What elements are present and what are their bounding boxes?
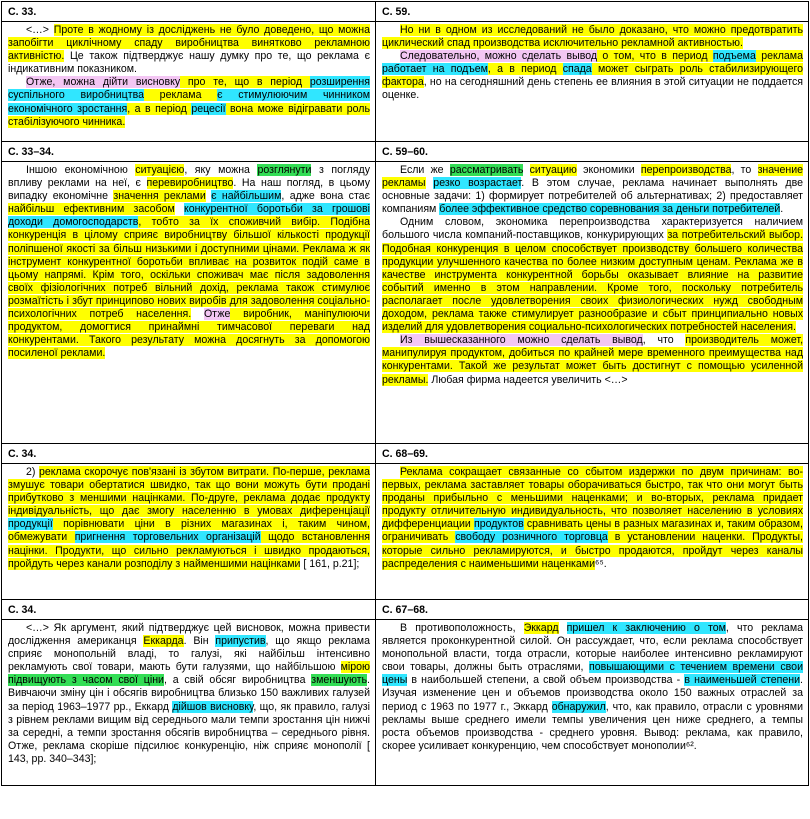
text-row — [2, 162, 809, 444]
highlighted-text: може відігравати роль стабілізуючого чинника. — [8, 102, 370, 128]
comparison-table — [1, 1, 809, 786]
highlighted-text: работает на подъем — [382, 63, 488, 76]
text-segment: . На наш погляд, в цьому випадку економічне — [8, 177, 370, 203]
paragraph — [382, 622, 803, 753]
highlighted-text: значение рекламы — [382, 164, 803, 190]
highlighted-text: производитель может, манипулируя продуктом, добиться по крайней мере временного преимущества над конкурентами. Такой же результат может быть достигнут с помощью усиленной рекламы. — [382, 334, 804, 386]
text-segment — [191, 308, 204, 320]
highlighted-text: Отже — [203, 308, 231, 321]
text-segment: [ 161, p.21]; — [300, 557, 360, 570]
ukrainian-text-cell — [2, 620, 376, 786]
text-segment: , то — [731, 164, 758, 176]
highlighted-text: припустив — [215, 635, 266, 648]
highlighted-text: зменшують — [311, 674, 368, 687]
highlighted-text: пригнення торговельних організацій — [74, 531, 261, 544]
highlighted-text: в установлении наценки. Продукты, которые сильно рекламируются, и быстро продаются, пройдут через каналы распределения с наименьшими наценками — [382, 531, 803, 570]
russian-text-cell — [376, 464, 809, 600]
highlighted-text: , а в період — [127, 102, 192, 115]
right-page-ref: С. 68–69. — [376, 444, 809, 464]
highlighted-text: реклама скорочує пов'язані із збутом витрати. По-перше, реклама змушує товари обертатися швидко, так що вони можуть бути продані прибутково з меншими націнками. По-друге, реклама додає продукту індивідуальність, що дає змогу населенню в умовах диференціації — [8, 466, 370, 518]
paragraph — [8, 76, 370, 128]
highlighted-text: перевиробництво — [146, 177, 234, 190]
highlighted-text: виробник, маніпулюючи продуктом, домогтися принаймні тимчасової переваги над конкурентами. Такого результату можна досягнуть за допомогою посиленої реклами. — [8, 308, 370, 360]
text-segment: , что, как правило, отрасли с уровнями рекламы выше среднего имели темпы увеличения цен ниже среднего, а темпы роста объемов производства - среднего уровня. Вывод: реклама, как правило, скорее усиливает конкуренцию, чем способствует монополии — [382, 700, 803, 752]
text-segment: , що, як правило, галузі з рівнем реклами вищим від середнього мали темпи зростання цін нижчі за середні, а темпи зростання обсягів виробництва – середнього рівня. Отже, реклама скоріше підсилює конкуренцію, ніж сприяє монополії — [8, 700, 370, 752]
text-segment: , что — [642, 334, 686, 347]
paragraph — [382, 466, 803, 571]
highlighted-text: Реклама сокращает связанные со сбытом издержки — [400, 466, 676, 478]
highlighted-text: Из вышесказанного можно сделать вывод — [400, 334, 643, 347]
text-segment: , що якщо реклама сприяє монопольній владі, то галузі, які найбільш інтенсивно рекламують свої товари, мають бути галузями, що найбільшою — [8, 635, 370, 674]
highlighted-text: Эккард — [523, 622, 559, 634]
highlighted-text: подъема — [712, 50, 756, 63]
text-segment: , адже вона стає — [281, 190, 370, 203]
paragraph — [382, 24, 803, 50]
highlighted-text: о том, что в период — [597, 50, 713, 63]
paragraph — [8, 622, 370, 766]
right-page-ref: С. 59. — [376, 2, 809, 22]
highlighted-text: резко возрастает — [433, 177, 522, 190]
text-segment: экономики — [576, 164, 641, 176]
highlighted-text: Еккарда — [143, 635, 184, 648]
highlighted-text: є найбільшим — [211, 190, 282, 203]
highlighted-text: ситуацию — [529, 164, 577, 176]
text-segment: <…> Як аргумент, який підтверджує цей висновок, можна привести дослідження американця — [8, 622, 370, 648]
text-segment — [175, 203, 184, 215]
text-segment: . Він — [183, 635, 216, 648]
text-segment: Если же — [400, 164, 450, 176]
highlighted-text: продукції — [8, 518, 53, 531]
right-page-ref: С. 67–68. — [376, 600, 809, 620]
text-segment: . Изучая изменение цен и объемов производства около 150 важных отраслей за период с 1963 по 1977 г., Эккард — [382, 674, 803, 713]
right-page-ref: С. 59–60. — [376, 142, 809, 162]
highlighted-text: повышающими с течением времени свои цены — [382, 661, 803, 687]
highlighted-text: продуктов — [473, 518, 524, 531]
highlighted-text: вона — [225, 102, 258, 115]
text-segment: , что реклама является проконкурентной силой. Он рассуждает, что, если реклама способствует монопольной власти, тогда отрасли, которые наиболее интенсивно рекламируют свои товары, должны быть отраслями, — [382, 622, 803, 674]
highlighted-text: , а в период — [487, 63, 563, 76]
highlighted-text: є стимулюючим чинником економічного зростання — [8, 89, 370, 115]
paragraph — [8, 466, 370, 571]
highlighted-text: дійшов висновку — [172, 700, 254, 713]
text-row — [2, 22, 809, 142]
text-segment: 2) — [26, 466, 40, 478]
highlighted-text: сравнивать цены в разных магазинах и, таким образом, ограничивать — [382, 518, 803, 544]
text-segment: Іншою економічною — [26, 164, 136, 176]
highlighted-text: щодо встановлення націнки. Продукти, що сильно рекламуються і швидко продаються, пройдуть через канали розподілу з найменшими націнками — [8, 531, 370, 570]
highlighted-text: , тобто за їх споживчий вибір. Подібна конкуренція в цілому сприяє виробництву більшої кількості продукції поліпшеної якості за більш низькими і доступними цінами. Реклама ж як інструмент конкурентної боротьби впливає на розвиток подій саме в цьому напрямі. Крім того, оскільки споживач має після задоволення своїх фізіологічних потреб вільний дохід, реклама також стимулює розмаїтість і збут принципово нових виробів для задоволення соціально-психологічних потреб населення. — [8, 216, 370, 321]
text-segment: <…> — [26, 24, 54, 36]
highlighted-text: розширення суспільного виробництва — [8, 76, 370, 102]
text-segment: Любая фирма надеется увеличить <…> — [428, 373, 628, 386]
highlighted-text: про те, що в період — [180, 76, 310, 89]
highlighted-text: ситуацією — [135, 164, 185, 176]
highlighted-text: конкурентної боротьби за грошові доходи домогосподарств — [8, 203, 370, 229]
paragraph — [382, 50, 803, 102]
highlighted-text: в наименьшей степени — [684, 674, 801, 687]
left-page-ref: С. 33–34. — [2, 142, 376, 162]
text-segment: , яку можна — [184, 164, 258, 176]
ukrainian-text-cell — [2, 162, 376, 444]
highlighted-text: за потребительский выбор. Подобная конкуренция в целом способствует производству большего количества продукции улучшенного качества по более низким доступным ценам. Реклама же в качестве инструмента конкурентной борьбы оказывает влияние на развитие событий именно в этом направлении. Кроме того, поскольку потребитель располагает после удовлетворения своих физиологических нужд свободным доходом, реклама также стимулирует разнообразие и сбыт принципиально новых изделий для удовлетворения социально-психологических потребностей населения. — [382, 229, 804, 334]
paragraph — [8, 164, 370, 360]
text-segment: Одним словом, экономика перепроизводства характеризуется наличием большого числа компаний-поставщиков, конкурирующих — [382, 216, 803, 242]
text-segment: , но на сегодняшний день степень ее влияния в этой ситуации не поддается оценке. — [382, 76, 803, 102]
header-row — [2, 142, 809, 162]
text-segment: Це також підтверджує нашу думку про те, що реклама є індикативним показником. — [8, 50, 370, 76]
highlighted-text: реклама — [144, 89, 218, 102]
highlighted-text: підвищують з часом свої ціни — [8, 674, 164, 687]
header-row — [2, 2, 809, 22]
text-row — [2, 464, 809, 600]
left-page-ref: С. 33. — [2, 2, 376, 22]
text-segment: з погляду впливу реклами на неї, є — [8, 164, 371, 190]
paragraph — [382, 334, 803, 386]
text-segment: [ 143, pp. 340–343]; — [8, 739, 370, 765]
paragraph — [382, 164, 803, 216]
text-segment: . — [780, 203, 784, 216]
text-row — [2, 620, 809, 786]
highlighted-text: найбільш ефективним засобом — [8, 203, 175, 216]
highlighted-text: может сыграть роль стабилизирующего фактора — [382, 63, 803, 89]
highlighted-text: мірою — [340, 661, 370, 674]
highlighted-text: Проте в жодному — [53, 24, 147, 36]
highlighted-text: реклама — [755, 50, 803, 63]
paragraph — [8, 24, 370, 76]
text-segment: В противоположность, — [400, 622, 524, 634]
text-segment: . В этом случае, реклама начинает выполнять две основные задачи: 1) формирует потребителей об альтернативах; 2) предоставляет компаниям — [382, 177, 803, 216]
highlighted-text: Но ни в одном из исследований не было доказано, что можно предотвратить циклический спад производства исключительно рекламной активностью. — [382, 24, 803, 50]
text-segment: в наибольшей степени, а свой объем производства - — [407, 674, 685, 687]
highlighted-text: рецесії — [191, 102, 226, 115]
text-segment: ⁶⁵. — [595, 557, 607, 570]
highlighted-text: перепроизводства — [640, 164, 732, 176]
russian-text-cell — [376, 162, 809, 444]
text-segment: , а свій обсяг виробництва — [163, 674, 312, 687]
text-segment — [559, 622, 567, 634]
highlighted-text: із досліджень не було доведено, що можна запобігти циклічному спаду виробництва винятково рекламною активністю. — [8, 24, 370, 63]
highlighted-text: свободу розничного торговца — [455, 531, 608, 544]
highlighted-text: спада — [562, 63, 592, 76]
highlighted-text: пришел к заключению о том — [566, 622, 726, 634]
ukrainian-text-cell — [2, 464, 376, 600]
text-segment — [523, 164, 529, 176]
highlighted-text: Отже, можна дійти висновку — [26, 76, 181, 89]
russian-text-cell — [376, 22, 809, 142]
header-row — [2, 600, 809, 620]
highlighted-text: значення реклами — [113, 190, 206, 203]
left-page-ref: С. 34. — [2, 444, 376, 464]
highlighted-text: Следовательно, можно сделать вывод — [400, 50, 598, 63]
russian-text-cell — [376, 620, 809, 786]
highlighted-text: розглянути — [257, 164, 312, 176]
highlighted-text: рассматривать — [449, 164, 524, 176]
highlighted-text: обнаружил — [551, 700, 606, 713]
paragraph — [382, 216, 803, 334]
highlighted-text: порівнювати ціни в різних магазинах і, таким чином, обмежувати — [8, 518, 370, 544]
left-page-ref: С. 34. — [2, 600, 376, 620]
text-segment: ⁶². — [685, 739, 697, 752]
highlighted-text: по двум причинам: во-первых, реклама заставляет товары оборачиваться быстро, так что они могут быть проданы прибыльно с меньшими наценками; и во-вторых, реклама придает продукту отличительную индивидуальность, что позволяет населению в условиях дифференциации — [382, 466, 803, 531]
text-segment: . Вивчаючи зміну цін і обсягів виробництва близько 150 важливих галузей за період 1963–1977 рр., Еккард — [8, 674, 370, 713]
highlighted-text: более эффективное средство соревнования за деньги потребителей — [439, 203, 781, 216]
header-row — [2, 444, 809, 464]
ukrainian-text-cell — [2, 22, 376, 142]
